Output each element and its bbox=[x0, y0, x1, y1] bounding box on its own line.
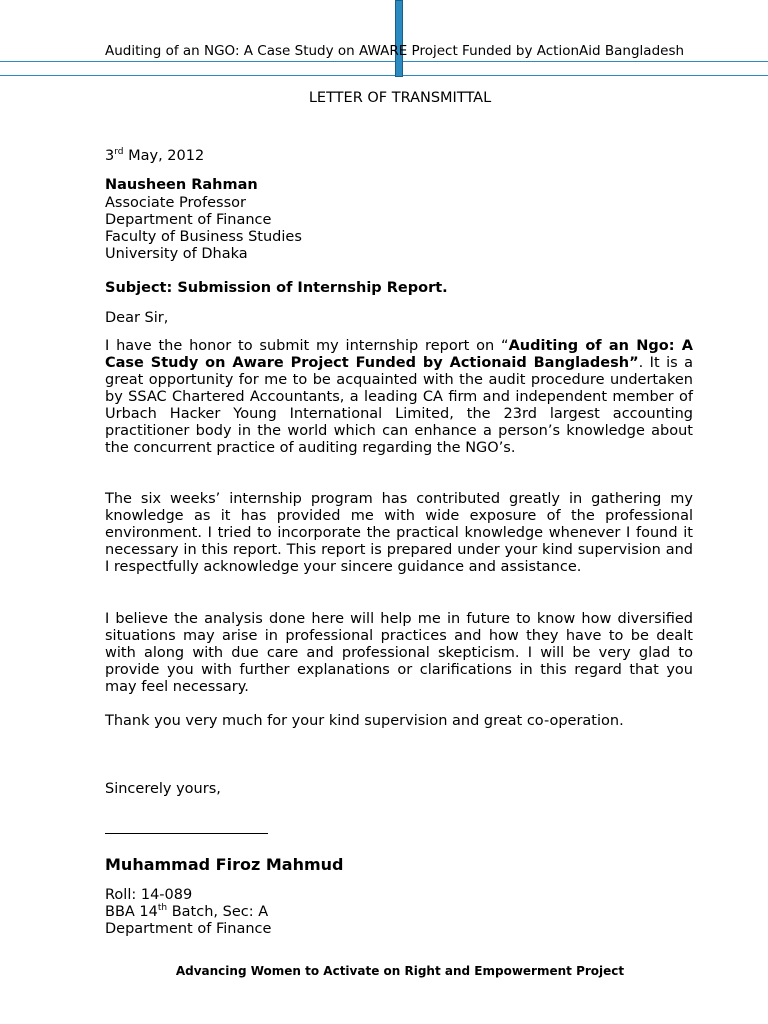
sender-roll: Roll: 14-089 bbox=[105, 887, 193, 903]
paragraph-1-intro: I have the honor to submit my internship report on “ bbox=[105, 338, 509, 354]
recipient-faculty: Faculty of Business Studies bbox=[105, 229, 302, 245]
report-title: Auditing of an Ngo: A Case Study on Aware Project Funded by Actionaid Bangladesh” bbox=[105, 338, 693, 371]
letter-date bbox=[105, 148, 693, 165]
recipient-university: University of Dhaka bbox=[105, 246, 248, 262]
paragraph-1-rest: . It is a great opportunity for me to be acquainted with the audit procedure undertaken by SSAC Chartered Accountants, a leading CA firm and independent member of Urbach Hacker Young International Limited, the 23rd largest accounting practitioner body in the world which can enhance a person’s knowledge about the concurrent practice of auditing regarding the NGO’s. bbox=[105, 355, 693, 456]
batch-prefix: BBA 14 bbox=[105, 904, 158, 920]
letter-title: LETTER OF TRANSMITTAL bbox=[308, 90, 492, 106]
body-paragraph-1 bbox=[105, 338, 693, 457]
letter-subject: Subject: Submission of Internship Report. bbox=[105, 280, 448, 296]
header-accent-bar bbox=[395, 0, 403, 77]
body-paragraph-4: Thank you very much for your kind supervision and great co-operation. bbox=[105, 713, 624, 729]
running-header: Auditing of an NGO: A Case Study on AWARE Project Funded by ActionAid Bangladesh bbox=[105, 43, 685, 59]
recipient-department: Department of Finance bbox=[105, 212, 272, 228]
header-rule-bottom bbox=[0, 75, 768, 76]
sender-name: Muhammad Firoz Mahmud bbox=[105, 855, 344, 874]
running-footer: Advancing Women to Activate on Right and Empowerment Project bbox=[175, 964, 625, 978]
date-day: 3 bbox=[105, 148, 115, 164]
sender-department: Department of Finance bbox=[105, 921, 272, 937]
date-rest: May, 2012 bbox=[123, 148, 205, 164]
date-suffix: rd bbox=[114, 147, 124, 157]
body-paragraph-3: I believe the analysis done here will help me in future to know how diversified situations may arise in professional practices and how they have to be dealt with along with due care and professional skepticism. I will be very glad to provide you with further explanations or clarifications in this regard that you may feel necessary. bbox=[105, 611, 693, 695]
sender-details bbox=[105, 887, 693, 938]
recipient-position: Associate Professor bbox=[105, 195, 246, 211]
signature-line bbox=[105, 833, 268, 834]
recipient-address bbox=[105, 195, 693, 263]
body-paragraph-2: The six weeks’ internship program has contributed greatly in gathering my knowledge as it has provided me with wide exposure of the professional environment. I tried to incorporate the practical knowledge whenever I found it necessary in this report. This report is prepared under your kind supervision and I respectfully acknowledge your sincere guidance and assistance. bbox=[105, 491, 693, 575]
letter-greeting: Dear Sir, bbox=[105, 310, 169, 326]
batch-suffix: th bbox=[157, 903, 168, 913]
letter-closing: Sincerely yours, bbox=[105, 781, 221, 797]
batch-rest: Batch, Sec: A bbox=[167, 904, 269, 920]
recipient-name: Nausheen Rahman bbox=[105, 177, 258, 193]
sender-batch bbox=[105, 904, 693, 921]
header-rule-top bbox=[0, 61, 768, 62]
